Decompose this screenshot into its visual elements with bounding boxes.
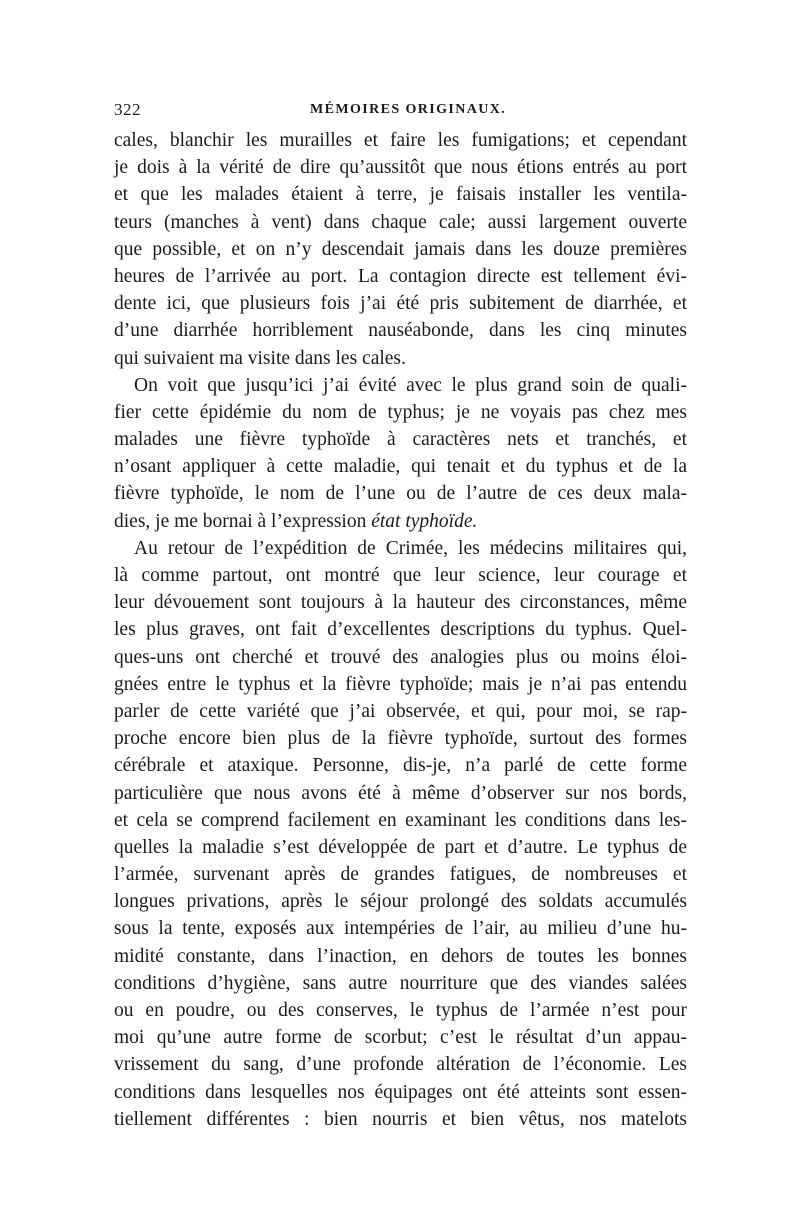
text-line: vrissement du sang, d’une profonde altération de l’économie. Les — [114, 1054, 687, 1076]
text-line: heures de l’arrivée au port. La contagion directe est tellement évi- — [114, 265, 687, 287]
text-line: je dois à la vérité de dire qu’aussitôt que nous étions entrés au port — [114, 157, 687, 179]
line-text: dies, je me bornai à l’expression — [114, 510, 367, 532]
text-line: que possible, et on n’y descendait jamais dans les douze premières — [114, 238, 687, 260]
text-line: d’une diarrhée horriblement nauséabonde, dans les cinq minutes — [114, 320, 687, 342]
running-header — [114, 100, 694, 124]
paragraph-start-line: On voit que jusqu’ici j’ai évité avec le plus grand soin de quali- — [134, 374, 687, 396]
text-line: malades une fièvre typhoïde à caractères nets et tranchés, et — [114, 429, 687, 451]
text-line: conditions dans lesquelles nos équipages ont été atteints sont essen- — [114, 1081, 687, 1103]
text-line: fier cette épidémie du nom de typhus; je ne voyais pas chez mes — [114, 401, 687, 423]
text-line: fièvre typhoïde, le nom de l’une ou de l’autre de ces deux mala- — [114, 483, 687, 505]
italic-phrase: état typhoïde. — [371, 510, 478, 532]
text-line: midité constante, dans l’inaction, en dehors de toutes les bonnes — [114, 945, 687, 967]
text-line: particulière que nous avons été à même d’observer sur nos bords, — [114, 782, 687, 804]
text-line: parler de cette variété que j’ai observée, et qui, pour moi, se rap- — [114, 700, 687, 722]
text-line: les plus graves, ont fait d’excellentes descriptions du typhus. Quel- — [114, 619, 687, 641]
text-line: n’osant appliquer à cette maladie, qui tenait et du typhus et de la — [114, 456, 687, 478]
text-line: cales, blanchir les murailles et faire les fumigations; et cependant — [114, 130, 687, 151]
paragraph-end-line — [114, 508, 687, 535]
text-line: l’armée, survenant après de grandes fatigues, de nombreuses et — [114, 864, 687, 886]
text-line: ou en poudre, ou des conserves, le typhus de l’armée n’est pour — [114, 1000, 687, 1021]
text-line: et que les malades étaient à terre, je faisais installer les ventila- — [114, 184, 687, 206]
text-line: longues privations, après le séjour prolongé des soldats accumulés — [114, 891, 687, 913]
text-line: dente ici, que plusieurs fois j’ai été pris subitement de diarrhée, et — [114, 293, 687, 315]
text-line: cérébrale et ataxique. Personne, dis-je, n’a parlé de cette forme — [114, 755, 687, 777]
page-number: 322 — [114, 100, 141, 119]
running-title: MÉMOIRES ORIGINAUX. — [310, 102, 507, 117]
text-line: quelles la maladie s’est développée de part et d’autre. Le typhus de — [114, 836, 687, 858]
text-line: teurs (manches à vent) dans chaque cale; aussi largement ouverte — [114, 211, 687, 233]
body-text — [114, 127, 687, 1133]
paragraph-start-line: Au retour de l’expédition de Crimée, les médecins militaires qui, — [134, 537, 687, 559]
text-line: tiellement différentes : bien nourris et bien vêtus, nos matelots — [114, 1108, 687, 1130]
text-line: proche encore bien plus de la fièvre typhoïde, surtout des formes — [114, 728, 687, 750]
text-line: ques-uns ont cherché et trouvé des analogies plus ou moins éloi- — [114, 646, 687, 668]
text-line: conditions d’hygiène, sans autre nourriture que des viandes salées — [114, 972, 687, 994]
text-line: et cela se comprend facilement en examinant les conditions dans les- — [114, 809, 687, 831]
text-line: gnées entre le typhus et la fièvre typhoïde; mais je n’ai pas entendu — [114, 673, 687, 695]
text-line: moi qu’une autre forme de scorbut; c’est le résultat d’un appau- — [114, 1027, 687, 1049]
text-line: là comme partout, ont montré que leur science, leur courage et — [114, 565, 687, 586]
text-line: leur dévouement sont toujours à la hauteur des circonstances, même — [114, 592, 687, 614]
paragraph-end-line: qui suivaient ma visite dans les cales. — [114, 347, 406, 369]
text-line: sous la tente, exposés aux intempéries de l’air, au milieu d’une hu- — [114, 918, 687, 940]
